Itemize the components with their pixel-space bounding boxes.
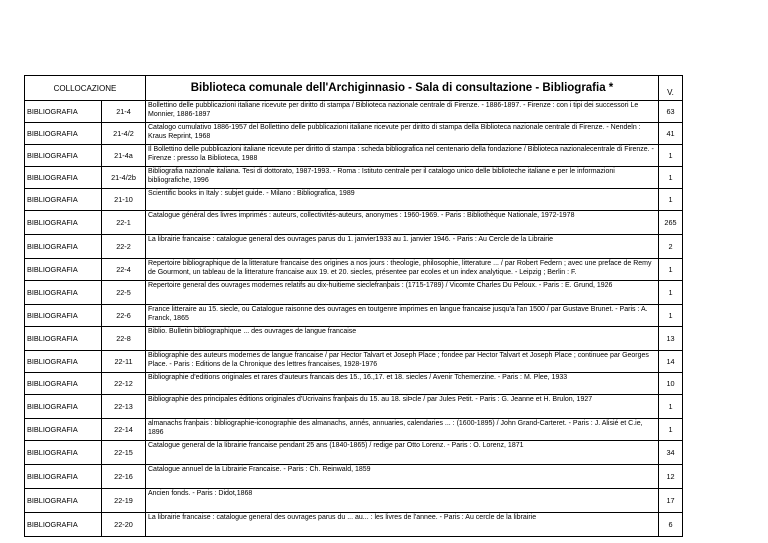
table-row [25, 419, 683, 441]
description-cell: Bibliographie des auteurs modernes de langue francaise / par Hector Talvart et Joseph Place ; fondee par Hector Talvart et Joseph Place ; continuee par Georges Place. - Paris : Editions de la Chronique des lettres francaises, 1928-1976 [146, 351, 659, 373]
category-cell: BIBLIOGRAFIA [25, 465, 102, 489]
header-row [25, 76, 683, 101]
category-cell: BIBLIOGRAFIA [25, 211, 102, 235]
description-cell: Il Bollettino delle pubblicazioni italiane ricevute per diritto di stampa : scheda bibliografica nel centenario della fondazione / Biblioteca nazionalecentrale di Firenze. - Firenze : presso la Biblioteca, 1988 [146, 145, 659, 167]
volumes-cell: 13 [659, 327, 683, 351]
table-row [25, 167, 683, 189]
category-cell: BIBLIOGRAFIA [25, 123, 102, 145]
table-row [25, 395, 683, 419]
code-cell: 22-16 [102, 465, 146, 489]
code-cell: 21-4a [102, 145, 146, 167]
volumes-cell: 1 [659, 395, 683, 419]
table-row [25, 259, 683, 281]
code-cell: 22-11 [102, 351, 146, 373]
code-cell: 21-10 [102, 189, 146, 211]
table-row [25, 351, 683, 373]
description-cell: Catalogo cumulativo 1886-1957 del Bollettino delle pubblicazioni italiane ricevute per diritto di stampa della Biblioteca nazionale centrale di Firenze. - Nendeln : Kraus Reprint, 1968 [146, 123, 659, 145]
description-cell: Biblio. Bulletin bibliographique ... des ouvrages de langue francaise [146, 327, 659, 351]
table-row [25, 101, 683, 123]
code-cell: 21-4/2 [102, 123, 146, 145]
table-row [25, 123, 683, 145]
description-cell: Bibliografia nazionale italiana. Tesi di dottorato, 1987-1993. - Roma : Istituto centrale per il catalogo unico delle biblioteche italiane e per le informazioni bibliografiche, 1996 [146, 167, 659, 189]
category-cell: BIBLIOGRAFIA [25, 441, 102, 465]
table-row [25, 441, 683, 465]
page-title: Biblioteca comunale dell'Archiginnasio - Sala di consultazione - Bibliografia * [146, 76, 659, 101]
volumes-cell: 10 [659, 373, 683, 395]
category-cell: BIBLIOGRAFIA [25, 419, 102, 441]
table-row [25, 189, 683, 211]
table-row [25, 305, 683, 327]
volumes-cell: 1 [659, 189, 683, 211]
table-row [25, 235, 683, 259]
description-cell: Catalogue général des livres imprimés : auteurs, collectivités-auteurs, anonymes : 1960-1969. - Paris : Bibliothèque Nationale, 1972-1978 [146, 211, 659, 235]
volumes-cell: 1 [659, 145, 683, 167]
volumes-cell: 6 [659, 513, 683, 537]
code-cell: 22-19 [102, 489, 146, 513]
volumes-cell: 1 [659, 167, 683, 189]
description-cell: Repertoire bibliographique de la litterature francaise des origines a nos jours : theologie, philosophie, litterature ... / par Robert Federn ; avec une preface de Remy de Gourmont, un tableau de la litterature francaise aux 19. et 20. siecles, présentee par ecoles et un index analytique. - Leipzig ; Berlin : F. [146, 259, 659, 281]
table-row [25, 281, 683, 305]
description-cell: Bibliographie des principales éditions originales d'Ucrivains franþais du 15. au 18. siÞcle / par Jules Petit. - Paris : G. Jeanne et H. Brulon, 1927 [146, 395, 659, 419]
category-cell: BIBLIOGRAFIA [25, 167, 102, 189]
description-cell: Catalogue annuel de la Librairie Francaise. - Paris : Ch. Reinwald, 1859 [146, 465, 659, 489]
category-cell: BIBLIOGRAFIA [25, 305, 102, 327]
category-cell: BIBLIOGRAFIA [25, 395, 102, 419]
category-cell: BIBLIOGRAFIA [25, 351, 102, 373]
description-cell: Scientific books in Italy : subjet guide. - Milano : Bibliografica, 1989 [146, 189, 659, 211]
volumes-cell: 2 [659, 235, 683, 259]
category-cell: BIBLIOGRAFIA [25, 327, 102, 351]
bibliography-table [24, 75, 683, 537]
table-row [25, 327, 683, 351]
table-row [25, 373, 683, 395]
code-cell: 22-12 [102, 373, 146, 395]
code-cell: 22-5 [102, 281, 146, 305]
description-cell: La librairie francaise : catalogue general des ouvrages parus du ... au... : les livres de l'annee. - Paris : Au cercle de la librairie [146, 513, 659, 537]
volumes-cell: 63 [659, 101, 683, 123]
collocazione-header: COLLOCAZIONE [25, 76, 146, 101]
code-cell: 22-1 [102, 211, 146, 235]
category-cell: BIBLIOGRAFIA [25, 189, 102, 211]
table-row [25, 145, 683, 167]
code-cell: 22-15 [102, 441, 146, 465]
code-cell: 22-2 [102, 235, 146, 259]
description-cell: Repertoire general des ouvrages modernes relatifs au dix-huitieme sieclefranþais : (1715-1789) / Vicomte Charles Du Peloux. - Paris : E. Grund, 1926 [146, 281, 659, 305]
volumes-cell: 265 [659, 211, 683, 235]
volumes-cell: 41 [659, 123, 683, 145]
category-cell: BIBLIOGRAFIA [25, 101, 102, 123]
table-body [25, 101, 683, 537]
category-cell: BIBLIOGRAFIA [25, 235, 102, 259]
code-cell: 22-4 [102, 259, 146, 281]
table-row [25, 211, 683, 235]
description-cell: Ancien fonds. - Paris : Didot,1868 [146, 489, 659, 513]
code-cell: 21-4/2b [102, 167, 146, 189]
volumes-cell: 1 [659, 419, 683, 441]
volumes-cell: 1 [659, 281, 683, 305]
volumes-cell: 14 [659, 351, 683, 373]
description-cell: France litteraire au 15. siecle, ou Catalogue raisonne des ouvrages en toutgenre imprimes en langue francaise jusqu'a l'an 1500 / par Gustave Brunet. - Paris : A. Franck, 1865 [146, 305, 659, 327]
volumes-cell: 17 [659, 489, 683, 513]
volumes-cell: 1 [659, 259, 683, 281]
volumes-cell: 34 [659, 441, 683, 465]
description-cell: La librairie francaise : catalogue general des ouvrages parus du 1. janvier1933 au 1. janvier 1946. - Paris : Au Cercle de la Librairie [146, 235, 659, 259]
description-cell: almanachs franþais : bibliographie-iconographie des almanachs, annés, annuaries, calendaries ... : (1600-1895) / John Grand-Carteret. - Paris : J. Alisié et C.ie, 1896 [146, 419, 659, 441]
volumes-cell: 1 [659, 305, 683, 327]
category-cell: BIBLIOGRAFIA [25, 259, 102, 281]
table-row [25, 465, 683, 489]
code-cell: 21-4 [102, 101, 146, 123]
volumes-cell: 12 [659, 465, 683, 489]
code-cell: 22-6 [102, 305, 146, 327]
category-cell: BIBLIOGRAFIA [25, 513, 102, 537]
table-row [25, 513, 683, 537]
category-cell: BIBLIOGRAFIA [25, 489, 102, 513]
code-cell: 22-20 [102, 513, 146, 537]
table-row [25, 489, 683, 513]
category-cell: BIBLIOGRAFIA [25, 145, 102, 167]
code-cell: 22-8 [102, 327, 146, 351]
category-cell: BIBLIOGRAFIA [25, 281, 102, 305]
volume-header: V. [659, 76, 683, 101]
description-cell: Bibliographie d'editions originales et rares d'auteurs francais des 15., 16.,17. et 18. siecles / Avenir Tchemerzine. - Paris : M. Plee, 1933 [146, 373, 659, 395]
description-cell: Bollettino delle pubblicazioni italiane ricevute per diritto di stampa / Biblioteca nazionale centrale di Firenze. - 1886-1897. - Firenze : con i tipi dei successori Le Monnier, 1886-1897 [146, 101, 659, 123]
category-cell: BIBLIOGRAFIA [25, 373, 102, 395]
code-cell: 22-13 [102, 395, 146, 419]
code-cell: 22-14 [102, 419, 146, 441]
description-cell: Catalogue general de la librairie francaise pendant 25 ans (1840-1865) / redige par Otto Lorenz. - Paris : O. Lorenz, 1871 [146, 441, 659, 465]
